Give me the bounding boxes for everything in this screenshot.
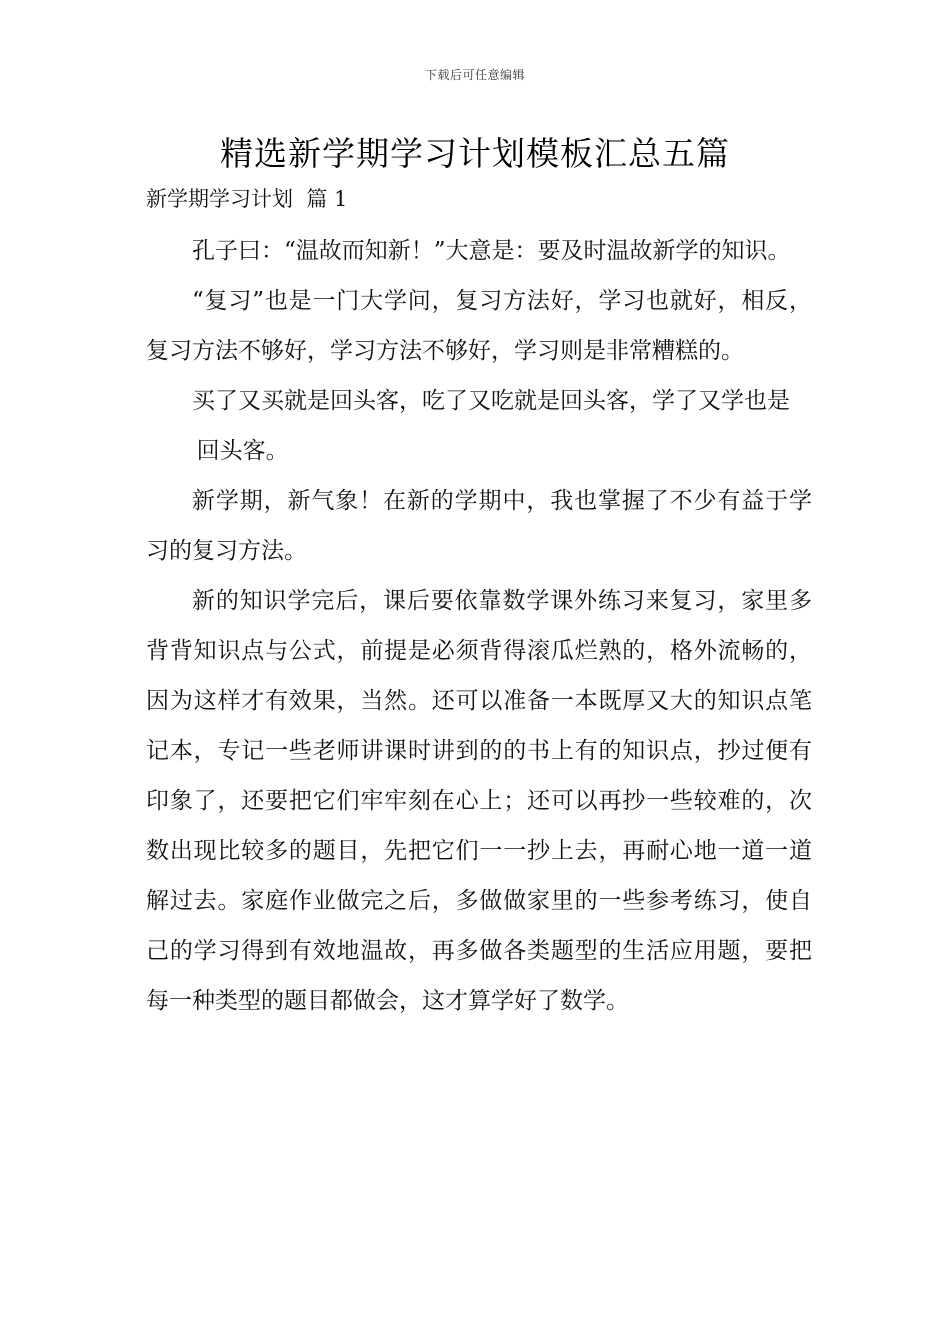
paragraph-2: “复习”也是一门大学问，复习方法好，学习也就好，相反，复习方法不够好，学习方法不够好，学习则是非常糟糕的。 xyxy=(146,288,812,364)
section-heading: 新学期学习计划 篇 1 xyxy=(146,187,348,211)
paragraph-6: 新的知识学完后，课后要依靠数学课外练习来复习，家里多背背知识点与公式，前提是必须背得滚瓜烂熟的，格外流畅的，因为这样才有效果，当然。还可以准备一本既厚又大的知识点笔记本，专记一些老师讲课时讲到的的书上有的知识点，抄过便有印象了，还要把它们牢牢刻在心上；还可以再抄一些较难的，次数出现比较多的题目，先把它们一一抄上去，再耐心地一道一道解过去。家庭作业做完之后，多做做家里的一些参考练习，使自己的学习得到有效地温故，再多做各类题型的生活应用题，要把每一种类型的题目都做会，这才算学好了数学。 xyxy=(146,588,812,1014)
paragraph-5: 新学期，新气象！在新的学期中，我也掌握了不少有益于学习的复习方法。 xyxy=(146,488,812,564)
document-title: 精选新学期学习计划模板汇总五篇 xyxy=(220,134,730,173)
paragraph-3: 买了又买就是回头客，吃了又吃就是回头客，学了又学也是 xyxy=(192,388,790,414)
paragraph-4: 回头客。 xyxy=(196,438,289,464)
paragraph-1: 孔子曰：“温故而知新！”大意是：要及时温故新学的知识。 xyxy=(192,238,791,264)
header-note: 下载后可任意编辑 xyxy=(424,68,525,82)
document-body xyxy=(146,226,812,1026)
